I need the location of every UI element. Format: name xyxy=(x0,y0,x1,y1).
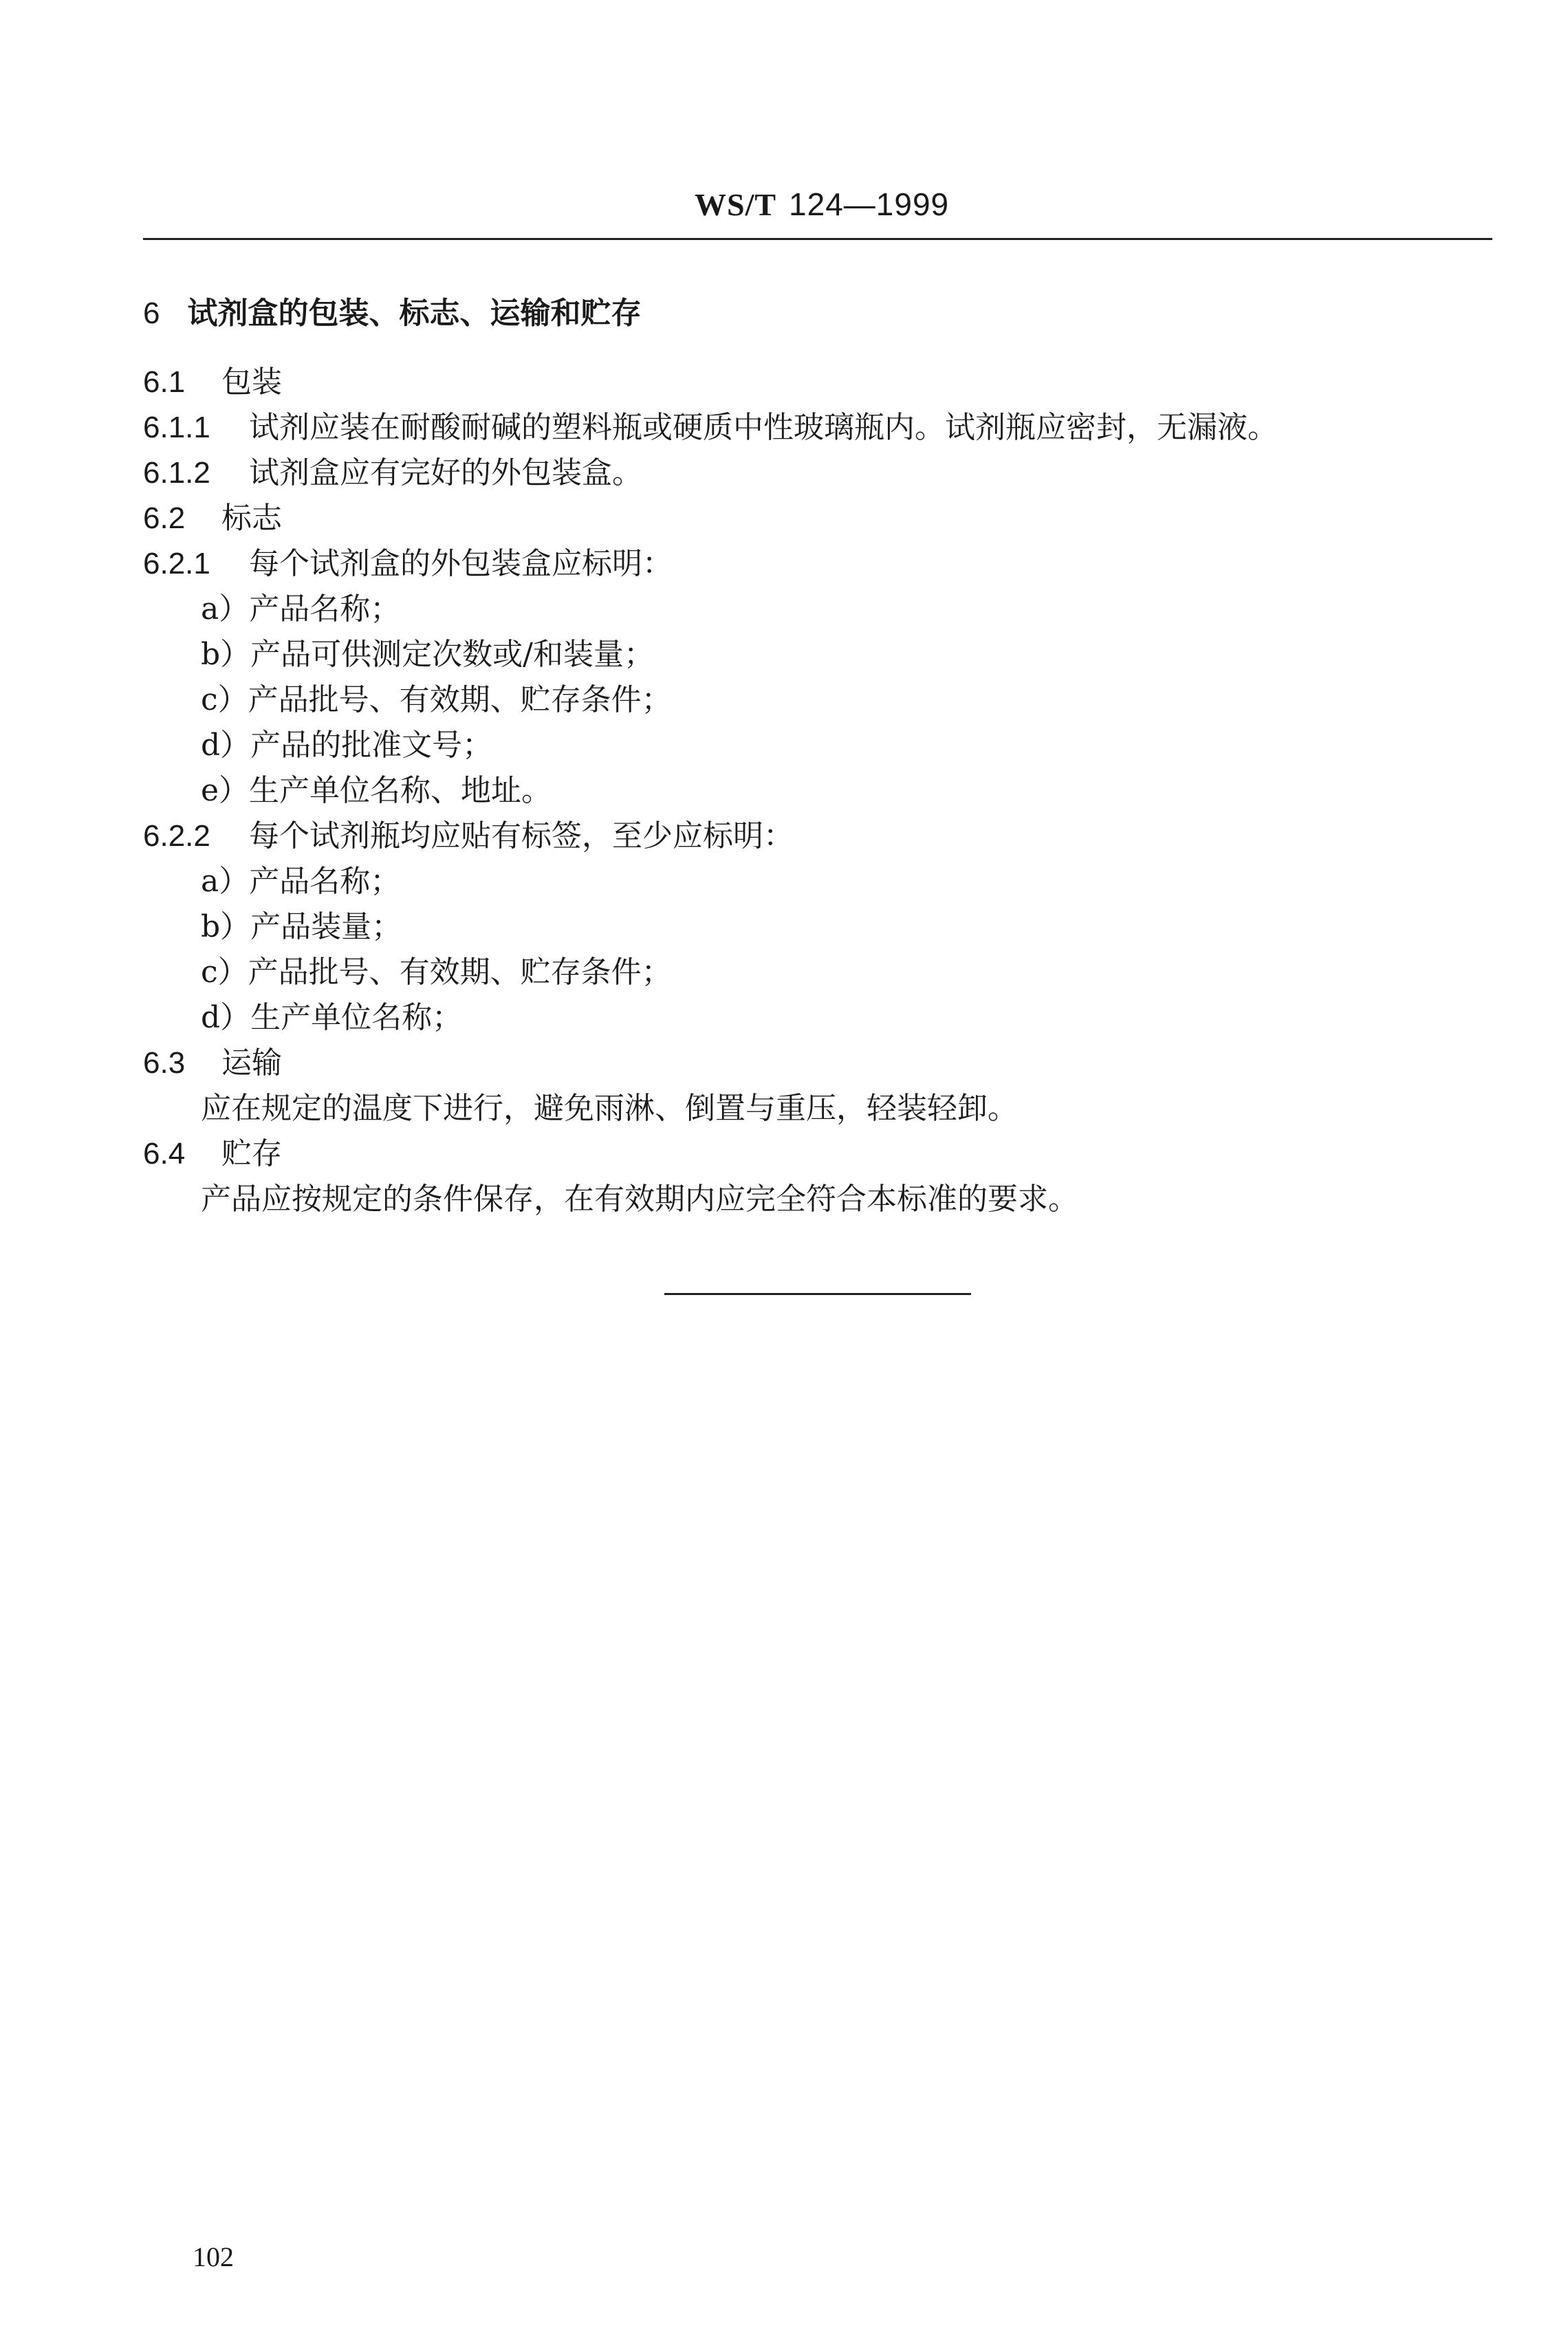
clause-body: 产品应按规定的条件保存，在有效期内应完全符合本标准的要求。 xyxy=(201,1182,1078,1217)
header-rule xyxy=(143,238,1492,240)
clause-6-1-2 xyxy=(143,455,642,490)
clause-number: 6.4 xyxy=(143,1137,186,1171)
clause-number: 6.1 xyxy=(143,365,186,399)
clause-text: 试剂应装在耐酸耐碱的塑料瓶或硬质中性玻璃瓶内。试剂瓶应密封，无漏液。 xyxy=(249,410,1278,445)
clause-text: 每个试剂盒的外包装盒应标明： xyxy=(249,546,673,581)
clause-text: 试剂盒应有完好的外包装盒。 xyxy=(249,455,642,490)
clause-6-2-2 xyxy=(143,818,794,854)
section-heading xyxy=(143,298,641,329)
clause-6-2 xyxy=(143,503,282,534)
list-item: d）产品的批准文号； xyxy=(201,728,493,763)
clause-6-1-1 xyxy=(143,410,1278,445)
section-number: 6 xyxy=(143,296,160,330)
end-rule xyxy=(664,1293,971,1295)
section-title: 试剂盒的包装、标志、运输和贮存 xyxy=(187,296,642,331)
clause-number: 6.2.1 xyxy=(143,547,210,580)
standard-prefix: WS/T xyxy=(695,187,777,222)
list-item: e）生产单位名称、地址。 xyxy=(201,773,552,808)
standard-number: 124—1999 xyxy=(789,186,950,222)
clause-number: 6.3 xyxy=(143,1046,186,1080)
clause-6-3 xyxy=(143,1045,282,1080)
clause-text: 包装 xyxy=(221,365,282,400)
list-item: a）产品名称； xyxy=(201,864,401,899)
clause-6-2-1 xyxy=(143,546,673,581)
clause-text: 标志 xyxy=(221,501,282,536)
clause-number: 6.2 xyxy=(143,501,186,535)
clause-6-4 xyxy=(143,1136,282,1171)
clause-text: 每个试剂瓶均应贴有标签，至少应标明： xyxy=(249,818,794,854)
clause-body: 应在规定的温度下进行，避免雨淋、倒置与重压，轻装轻卸。 xyxy=(201,1091,1018,1126)
list-item: c）产品批号、有效期、贮存条件； xyxy=(201,682,672,717)
clause-text: 运输 xyxy=(221,1045,282,1080)
list-item: b）产品可供测定次数或/和装量； xyxy=(201,637,654,672)
clause-6-1 xyxy=(143,367,282,398)
clause-number: 6.2.2 xyxy=(143,819,210,853)
page-number: 102 xyxy=(193,2241,234,2272)
list-item: c）产品批号、有效期、贮存条件； xyxy=(201,955,672,990)
list-item: a）产品名称； xyxy=(201,591,401,627)
list-item: d）生产单位名称； xyxy=(201,1000,463,1035)
clause-number: 6.1.1 xyxy=(143,411,210,444)
standard-code xyxy=(695,186,949,223)
list-item: b）产品装量； xyxy=(201,909,402,944)
clause-number: 6.1.2 xyxy=(143,456,210,490)
clause-text: 贮存 xyxy=(221,1136,282,1171)
